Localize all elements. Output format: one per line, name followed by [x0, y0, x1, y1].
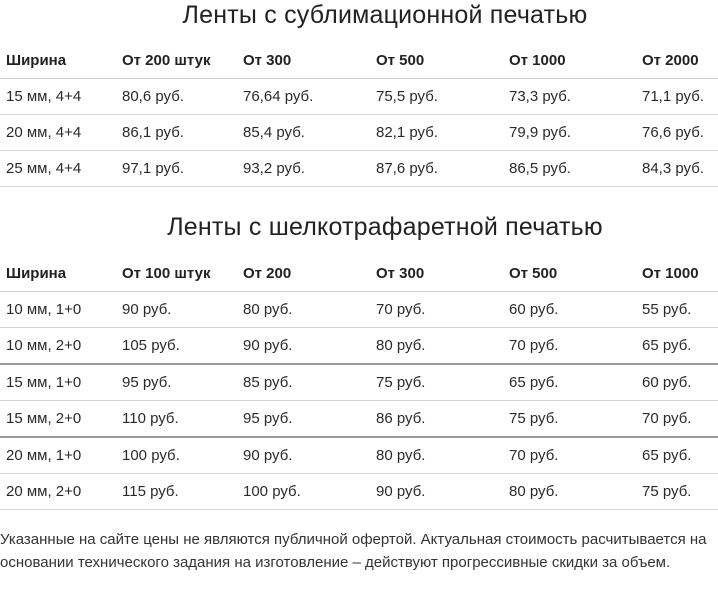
table-cell: 90 руб. [237, 328, 370, 365]
column-header-qty-3: От 500 [370, 43, 503, 79]
table-cell: 100 руб. [116, 437, 237, 474]
table-cell: 15 мм, 1+0 [0, 364, 116, 401]
sublimation-price-table [0, 43, 718, 187]
table-cell: 80 руб. [370, 328, 503, 365]
table-cell: 75 руб. [370, 364, 503, 401]
table-cell: 80,6 руб. [116, 79, 237, 115]
column-header-qty-5: От 1000 [636, 256, 718, 292]
table-row [0, 328, 718, 365]
column-header-width: Ширина [0, 43, 116, 79]
table-cell: 10 мм, 2+0 [0, 328, 116, 365]
table-cell: 90 руб. [116, 292, 237, 328]
table-header-row [0, 256, 718, 292]
table-row [0, 79, 718, 115]
table-cell: 60 руб. [636, 364, 718, 401]
table-cell: 90 руб. [370, 474, 503, 510]
table-cell: 65 руб. [503, 364, 636, 401]
table-cell: 75 руб. [503, 401, 636, 438]
table-cell: 20 мм, 2+0 [0, 474, 116, 510]
column-header-qty-3: От 300 [370, 256, 503, 292]
table-cell: 65 руб. [636, 437, 718, 474]
table-cell: 82,1 руб. [370, 115, 503, 151]
table-cell: 80 руб. [370, 437, 503, 474]
table-cell: 75 руб. [636, 474, 718, 510]
table-cell: 95 руб. [116, 364, 237, 401]
table-cell: 76,64 руб. [237, 79, 370, 115]
table-row [0, 292, 718, 328]
table-cell: 86 руб. [370, 401, 503, 438]
table-cell: 55 руб. [636, 292, 718, 328]
table-row [0, 437, 718, 474]
column-header-width: Ширина [0, 256, 116, 292]
table-row [0, 115, 718, 151]
table-cell: 87,6 руб. [370, 151, 503, 187]
table-cell: 70 руб. [503, 328, 636, 365]
table-cell: 105 руб. [116, 328, 237, 365]
table-cell: 70 руб. [370, 292, 503, 328]
table-cell: 93,2 руб. [237, 151, 370, 187]
column-header-qty-5: От 2000 [636, 43, 718, 79]
column-header-qty-2: От 300 [237, 43, 370, 79]
table-cell: 85 руб. [237, 364, 370, 401]
table-cell: 60 руб. [503, 292, 636, 328]
column-header-qty-4: От 1000 [503, 43, 636, 79]
price-disclaimer: Указанные на сайте цены не являются публичной офертой. Актуальная стоимость расчитывается на основании технического задания на изготовление – действуют прогрессивные скидки за объем. [0, 531, 707, 571]
table-cell: 84,3 руб. [636, 151, 718, 187]
table-cell: 20 мм, 4+4 [0, 115, 116, 151]
table-cell: 115 руб. [116, 474, 237, 510]
table-cell: 97,1 руб. [116, 151, 237, 187]
table-cell: 100 руб. [237, 474, 370, 510]
table-cell: 85,4 руб. [237, 115, 370, 151]
table-cell: 71,1 руб. [636, 79, 718, 115]
table-row [0, 364, 718, 401]
table-cell: 70 руб. [636, 401, 718, 438]
table-cell: 15 мм, 4+4 [0, 79, 116, 115]
table-cell: 10 мм, 1+0 [0, 292, 116, 328]
table-cell: 86,1 руб. [116, 115, 237, 151]
table-cell: 80 руб. [503, 474, 636, 510]
column-header-qty-1: От 200 штук [116, 43, 237, 79]
column-header-qty-4: От 500 [503, 256, 636, 292]
table-cell: 75,5 руб. [370, 79, 503, 115]
column-header-qty-1: От 100 штук [116, 256, 237, 292]
silkscreen-price-table [0, 256, 718, 510]
table-cell: 76,6 руб. [636, 115, 718, 151]
table-cell: 73,3 руб. [503, 79, 636, 115]
table-header-row [0, 43, 718, 79]
silkscreen-title: Ленты с шелкотрафаретной печатью [167, 213, 603, 241]
sublimation-title: Ленты с сублимационной печатью [182, 1, 588, 29]
table-row [0, 474, 718, 510]
table-cell: 20 мм, 1+0 [0, 437, 116, 474]
table-cell: 25 мм, 4+4 [0, 151, 116, 187]
table-cell: 86,5 руб. [503, 151, 636, 187]
table-cell: 15 мм, 2+0 [0, 401, 116, 438]
table-row [0, 401, 718, 438]
table-cell: 90 руб. [237, 437, 370, 474]
table-cell: 80 руб. [237, 292, 370, 328]
table-cell: 70 руб. [503, 437, 636, 474]
column-header-qty-2: От 200 [237, 256, 370, 292]
table-row [0, 151, 718, 187]
table-cell: 95 руб. [237, 401, 370, 438]
table-cell: 65 руб. [636, 328, 718, 365]
table-cell: 110 руб. [116, 401, 237, 438]
table-cell: 79,9 руб. [503, 115, 636, 151]
